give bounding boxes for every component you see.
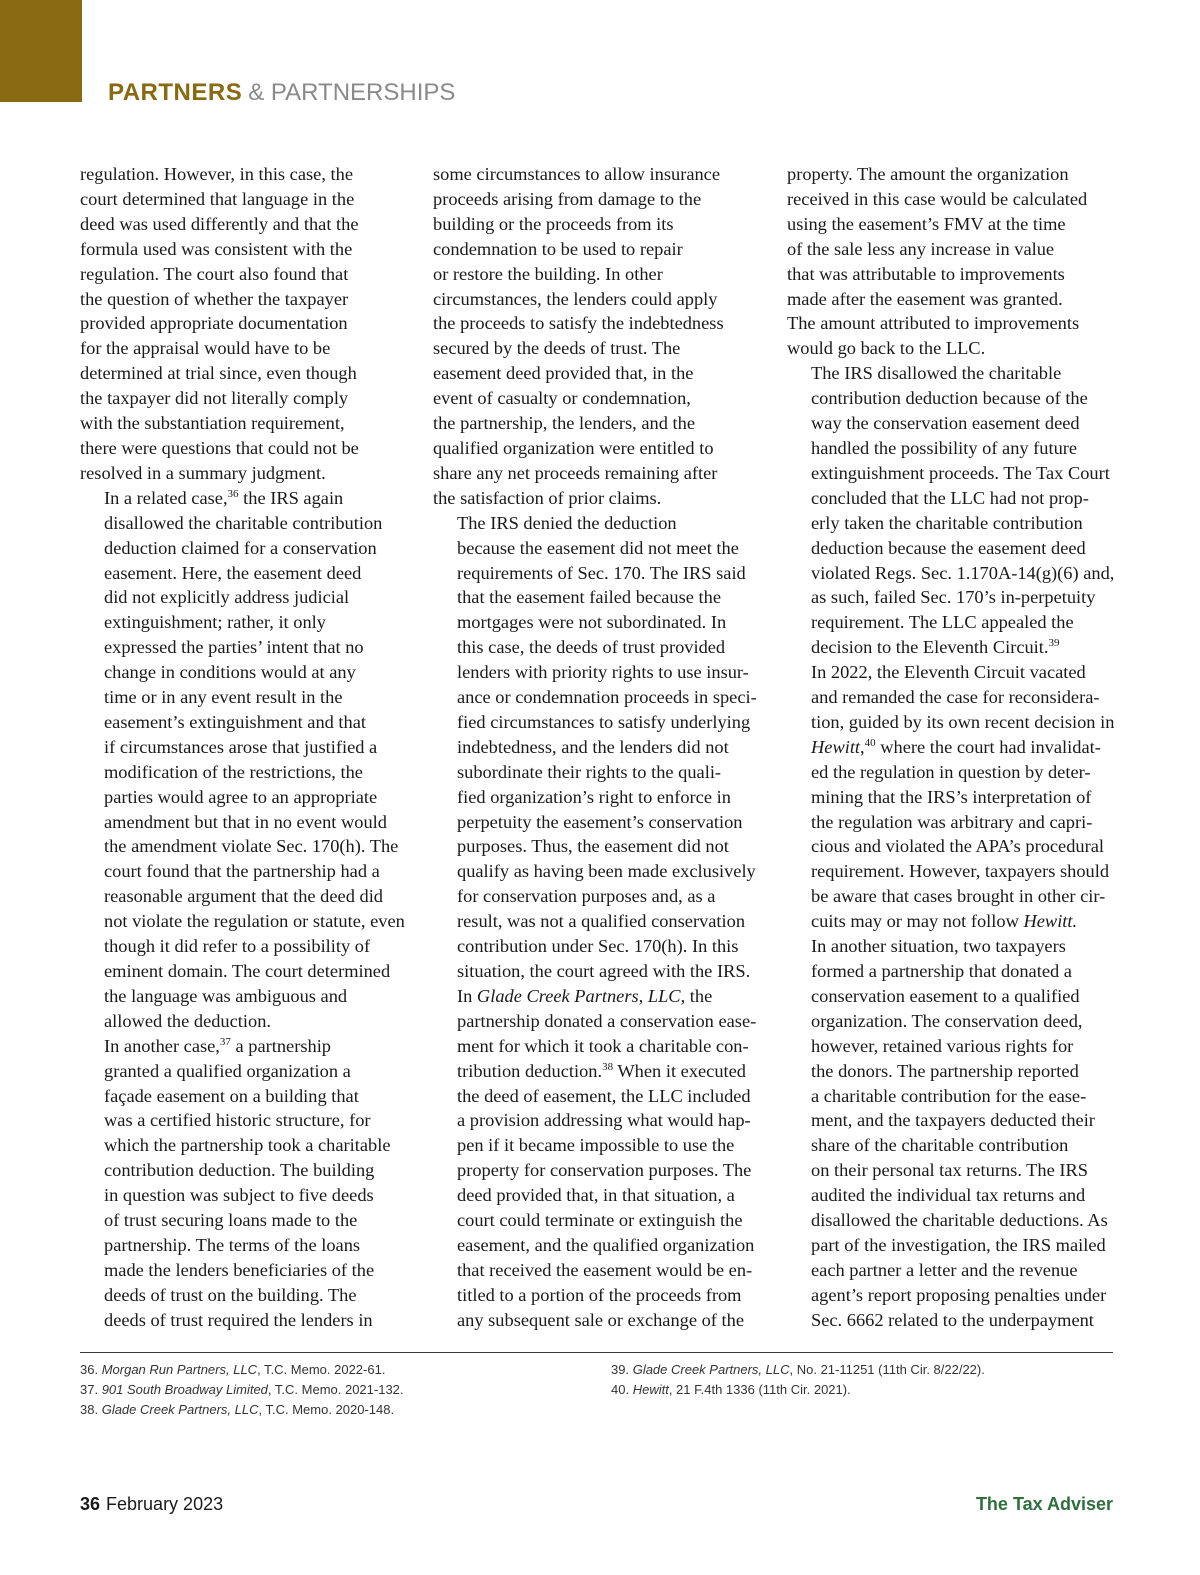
text-line: contribution deduction. The building <box>104 1160 375 1181</box>
text-line: perpetuity the easement’s conservation <box>457 811 743 832</box>
text-run: the IRS again <box>238 487 344 508</box>
text-line: requirement. However, taxpayers should <box>811 861 1110 882</box>
text-run: When it executed <box>613 1060 746 1081</box>
footnotes-left <box>80 1360 580 1420</box>
text-line: though it did refer to a possibility of <box>104 936 371 957</box>
text-line: conservation easement to a qualified <box>811 985 1080 1006</box>
footnote-ref-38: 38 <box>602 1060 614 1073</box>
page-footer-left <box>80 1494 223 1515</box>
text-line: which the partnership took a charitable <box>104 1135 391 1156</box>
text-line: this case, the deeds of trust provided <box>457 637 726 658</box>
col2-paragraph-3 <box>433 984 763 1333</box>
text-run: In a related case, <box>104 487 228 508</box>
text-line: The IRS denied the deduction <box>457 512 677 533</box>
footnote-citation: , T.C. Memo. 2020-148. <box>258 1402 395 1417</box>
article-column-1 <box>80 162 410 1333</box>
text-line: fied organization’s right to enforce in <box>457 786 731 807</box>
text-line: contribution deduction because of the <box>811 388 1088 409</box>
col3-paragraph-2 <box>787 361 1117 660</box>
footnote-ref-36: 36 <box>227 487 239 500</box>
text-line: easement deed provided that, in the <box>433 363 694 384</box>
text-line: deed was used differently and that the <box>80 213 359 234</box>
footnote-case: 901 South Broadway Limited <box>101 1382 268 1397</box>
text-line: easement. Here, the easement deed <box>104 562 362 583</box>
text-line: audited the individual tax returns and <box>811 1185 1086 1206</box>
footnote-citation: , T.C. Memo. 2021-132. <box>267 1382 404 1397</box>
text-line: property. The amount the organization <box>787 164 1069 184</box>
text-line: provided appropriate documentation <box>80 313 348 334</box>
text-line: the question of whether the taxpayer <box>80 288 349 309</box>
section-title-bold: PARTNERS <box>108 79 243 106</box>
text-line: be aware that cases brought in other cir- <box>811 886 1106 907</box>
text-line: ance or condemnation proceeds in speci- <box>457 687 757 708</box>
text-line: that was attributable to improvements <box>787 263 1065 284</box>
footnotes-right <box>611 1360 1111 1400</box>
text-line: ment for which it took a charitable con- <box>457 1035 749 1056</box>
text-line: share any net proceeds remaining after <box>433 462 718 483</box>
text-line: any subsequent sale or exchange of the <box>457 1309 744 1330</box>
section-header <box>108 78 455 108</box>
footnote-number: 39. <box>611 1362 630 1377</box>
text-line: indebtedness, and the lenders did not <box>457 736 729 757</box>
text-line <box>787 635 1117 660</box>
footnote-case: Morgan Run Partners, LLC <box>101 1362 258 1377</box>
text-line: the deed of easement, the LLC included <box>457 1085 751 1106</box>
footnote-38 <box>80 1400 580 1420</box>
text-line: if circumstances arose that justified a <box>104 736 378 757</box>
text-line: was a certified historic structure, for <box>104 1110 371 1131</box>
col2-paragraph-1 <box>433 162 763 511</box>
text-line: requirement. The LLC appealed the <box>811 612 1074 633</box>
text-line: disallowed the charitable contribution <box>104 512 383 533</box>
text-line: pen if it became impossible to use the <box>457 1135 735 1156</box>
text-line: deed provided that, in that situation, a <box>457 1185 735 1206</box>
text-line <box>80 486 410 511</box>
text-line: parties would agree to an appropriate <box>104 786 378 807</box>
text-line: however, retained various rights for <box>811 1035 1074 1056</box>
text-line: violated Regs. Sec. 1.170A-14(g)(6) and, <box>811 562 1115 583</box>
text-run: cuits may or may not follow <box>811 911 1024 932</box>
publication-name: The Tax Adviser <box>975 1494 1113 1514</box>
text-line: court determined that language in the <box>80 188 355 209</box>
text-line <box>80 1034 410 1059</box>
text-line <box>787 735 1117 760</box>
text-line: of the sale less any increase in value <box>787 238 1055 259</box>
footnote-citation: , 21 F.4th 1336 (11th Cir. 2021). <box>668 1382 851 1397</box>
corner-color-block <box>0 0 82 102</box>
article-column-3 <box>787 162 1117 1333</box>
text-line: expressed the parties’ intent that no <box>104 637 364 658</box>
footnote-case: Glade Creek Partners, LLC <box>101 1402 259 1417</box>
text-line: erly taken the charitable contribution <box>811 512 1083 533</box>
text-line: concluded that the LLC had not prop- <box>811 487 1089 508</box>
footnote-39 <box>611 1360 1111 1380</box>
text-run: a partnership <box>230 1035 331 1056</box>
text-line: contribution under Sec. 170(h). In this <box>457 936 739 957</box>
text-line: mining that the IRS’s interpretation of <box>811 786 1092 807</box>
text-line: the amendment violate Sec. 170(h). The <box>104 836 399 857</box>
text-line: each partner a letter and the revenue <box>811 1259 1078 1280</box>
text-line: titled to a portion of the proceeds from <box>457 1284 742 1305</box>
text-line: requirements of Sec. 170. The IRS said <box>457 562 746 583</box>
text-line: deeds of trust on the building. The <box>104 1284 357 1305</box>
text-line: property for conservation purposes. The <box>457 1160 752 1181</box>
text-line: situation, the court agreed with the IRS. <box>457 961 751 981</box>
text-line: reasonable argument that the deed did <box>104 886 383 907</box>
text-run: , <box>860 736 865 757</box>
text-line: The IRS disallowed the charitable <box>811 363 1062 384</box>
text-line: regulation. The court also found that <box>80 263 349 284</box>
text-line: made after the easement was granted. <box>787 288 1063 309</box>
text-line: Sec. 6662 related to the underpayment <box>811 1309 1094 1330</box>
text-line: partnership donated a conservation ease- <box>457 1010 757 1031</box>
footnote-case: Hewitt <box>632 1382 669 1397</box>
article-column-2 <box>433 162 763 1333</box>
text-line: the taxpayer did not literally comply <box>80 388 349 409</box>
text-line: with the substantiation requirement, <box>80 413 345 434</box>
text-line: fied circumstances to satisfy underlying <box>457 711 751 732</box>
text-line: deduction claimed for a conservation <box>104 537 377 558</box>
text-line: way the conservation easement deed <box>811 413 1080 434</box>
case-name: Hewitt. <box>1023 911 1078 932</box>
text-line: result, was not a qualified conservation <box>457 911 746 932</box>
text-line: on their personal tax returns. The IRS <box>811 1160 1088 1181</box>
text-line: purposes. Thus, the easement did not <box>457 836 729 857</box>
section-title-light: & PARTNERSHIPS <box>248 79 456 106</box>
text-line: handled the possibility of any future <box>811 437 1078 458</box>
text-line: building or the proceeds from its <box>433 213 674 234</box>
text-line: tion, guided by its own recent decision in <box>811 711 1115 732</box>
text-line: ment, and the taxpayers deducted their <box>811 1110 1095 1131</box>
text-line: façade easement on a building that <box>104 1085 359 1106</box>
text-line: change in conditions would at any <box>104 662 356 683</box>
footnote-citation: , T.C. Memo. 2022-61. <box>257 1362 386 1377</box>
text-line: because the easement did not meet the <box>457 537 739 558</box>
text-line: a provision addressing what would hap- <box>457 1110 751 1131</box>
text-line: not violate the regulation or statute, even <box>104 911 405 932</box>
text-line: granted a qualified organization a <box>104 1060 351 1081</box>
footnote-number: 40. <box>611 1382 630 1397</box>
text-line: the donors. The partnership reported <box>811 1060 1079 1081</box>
footnote-ref-40: 40 <box>864 736 876 749</box>
footnote-case: Glade Creek Partners, LLC <box>632 1362 790 1377</box>
text-line: received in this case would be calculated <box>787 188 1088 209</box>
text-line: the satisfaction of prior claims. <box>433 487 662 508</box>
text-line: the language was ambiguous and <box>104 985 348 1006</box>
text-line: qualified organization were entitled to <box>433 437 714 458</box>
text-line: mortgages were not subordinated. In <box>457 612 727 633</box>
footnote-36 <box>80 1360 580 1380</box>
col1-paragraph-3 <box>80 1034 410 1333</box>
text-line: agent’s report proposing penalties under <box>811 1284 1107 1305</box>
text-line: a charitable contribution for the ease- <box>811 1085 1087 1106</box>
text-line: for the appraisal would have to be <box>80 338 331 359</box>
text-line: modification of the restrictions, the <box>104 761 363 782</box>
text-line: using the easement’s FMV at the time <box>787 213 1066 234</box>
text-line <box>787 909 1117 934</box>
text-line: extinguishment proceeds. The Tax Court <box>811 462 1110 483</box>
text-line: regulation. However, in this case, the <box>80 164 353 184</box>
text-line: disallowed the charitable deductions. As <box>811 1210 1108 1231</box>
text-line: resolved in a summary judgment. <box>80 462 326 483</box>
case-name: Hewitt <box>811 736 861 757</box>
footnote-ref-39: 39 <box>1048 637 1060 650</box>
text-line: eminent domain. The court determined <box>104 961 391 981</box>
text-run: where the court had invalidat- <box>875 736 1101 757</box>
text-line: condemnation to be used to repair <box>433 238 683 259</box>
text-line: court found that the partnership had a <box>104 861 380 882</box>
text-run: , the <box>680 985 713 1006</box>
text-line: amendment but that in no event would <box>104 811 387 832</box>
text-line: made the lenders beneficiaries of the <box>104 1259 375 1280</box>
text-line: partnership. The terms of the loans <box>104 1234 361 1255</box>
text-line: that received the easement would be en- <box>457 1259 753 1280</box>
text-line <box>433 984 763 1009</box>
text-line: of trust securing loans made to the <box>104 1210 358 1231</box>
text-line: secured by the deeds of trust. The <box>433 338 681 359</box>
col1-paragraph-1 <box>80 162 410 486</box>
footnote-divider <box>80 1352 1113 1353</box>
text-line: cious and violated the APA’s procedural <box>811 836 1105 857</box>
text-line: extinguishment; rather, it only <box>104 612 326 633</box>
col3-paragraph-4 <box>787 934 1117 1333</box>
text-line: organization. The conservation deed, <box>811 1010 1083 1031</box>
text-line: deduction because the easement deed <box>811 537 1086 558</box>
text-line: ed the regulation in question by deter- <box>811 761 1091 782</box>
text-line: as such, failed Sec. 170’s in-perpetuity <box>811 587 1096 608</box>
text-line: qualify as having been made exclusively <box>457 861 756 882</box>
page-number: 36 <box>80 1494 101 1514</box>
text-line: part of the investigation, the IRS mailed <box>811 1234 1106 1255</box>
text-line: and remanded the case for reconsidera- <box>811 687 1100 708</box>
footnote-40 <box>611 1380 1111 1400</box>
footnote-ref-37: 37 <box>219 1035 231 1048</box>
text-line: in question was subject to five deeds <box>104 1185 374 1206</box>
text-line: In 2022, the Eleventh Circuit vacated <box>811 662 1086 683</box>
col1-paragraph-2 <box>80 486 410 1034</box>
col2-paragraph-2 <box>433 511 763 984</box>
footnote-37 <box>80 1380 580 1400</box>
footnote-number: 38. <box>80 1402 99 1417</box>
text-line: formed a partnership that donated a <box>811 961 1072 981</box>
footnote-citation: , No. 21-11251 (11th Cir. 8/22/22). <box>789 1362 985 1377</box>
text-line: that the easement failed because the <box>457 587 721 608</box>
text-run: decision to the Eleventh Circuit. <box>811 637 1049 658</box>
text-line: determined at trial since, even though <box>80 363 357 384</box>
col3-paragraph-3 <box>787 660 1117 934</box>
text-line: proceeds arising from damage to the <box>433 188 702 209</box>
text-line: did not explicitly address judicial <box>104 587 350 608</box>
text-line: formula used was consistent with the <box>80 238 353 259</box>
text-line: lenders with priority rights to use insur- <box>457 662 749 683</box>
text-line: time or in any event result in the <box>104 687 343 708</box>
text-line: court could terminate or extinguish the <box>457 1210 743 1231</box>
text-line: In another situation, two taxpayers <box>811 936 1066 957</box>
text-line: would go back to the LLC. <box>787 338 986 359</box>
text-line: or restore the building. In other <box>433 263 663 284</box>
footnote-number: 37. <box>80 1382 99 1397</box>
text-line: share of the charitable contribution <box>811 1135 1069 1156</box>
text-line: event of casualty or condemnation, <box>433 388 691 409</box>
case-name: Glade Creek Partners, LLC <box>476 985 681 1006</box>
text-line: the partnership, the lenders, and the <box>433 413 695 434</box>
text-line: for conservation purposes and, as a <box>457 886 716 907</box>
text-line <box>433 1059 763 1084</box>
text-line: easement, and the qualified organization <box>457 1234 755 1255</box>
text-line: circumstances, the lenders could apply <box>433 288 718 309</box>
text-line: The amount attributed to improvements <box>787 313 1080 334</box>
text-line: easement’s extinguishment and that <box>104 711 367 732</box>
text-run: In another case, <box>104 1035 220 1056</box>
issue-date: February 2023 <box>106 1494 224 1514</box>
col3-paragraph-1 <box>787 162 1117 361</box>
text-run: tribution deduction. <box>457 1060 603 1081</box>
text-line: some circumstances to allow insurance <box>433 164 721 184</box>
text-run: In <box>457 985 477 1006</box>
footnote-number: 36. <box>80 1362 99 1377</box>
text-line: the proceeds to satisfy the indebtedness <box>433 313 724 334</box>
text-line: deeds of trust required the lenders in <box>104 1309 373 1330</box>
text-line: there were questions that could not be <box>80 437 359 458</box>
text-line: subordinate their rights to the quali- <box>457 761 722 782</box>
text-line: the regulation was arbitrary and capri- <box>811 811 1093 832</box>
text-line: allowed the deduction. <box>104 1010 271 1031</box>
